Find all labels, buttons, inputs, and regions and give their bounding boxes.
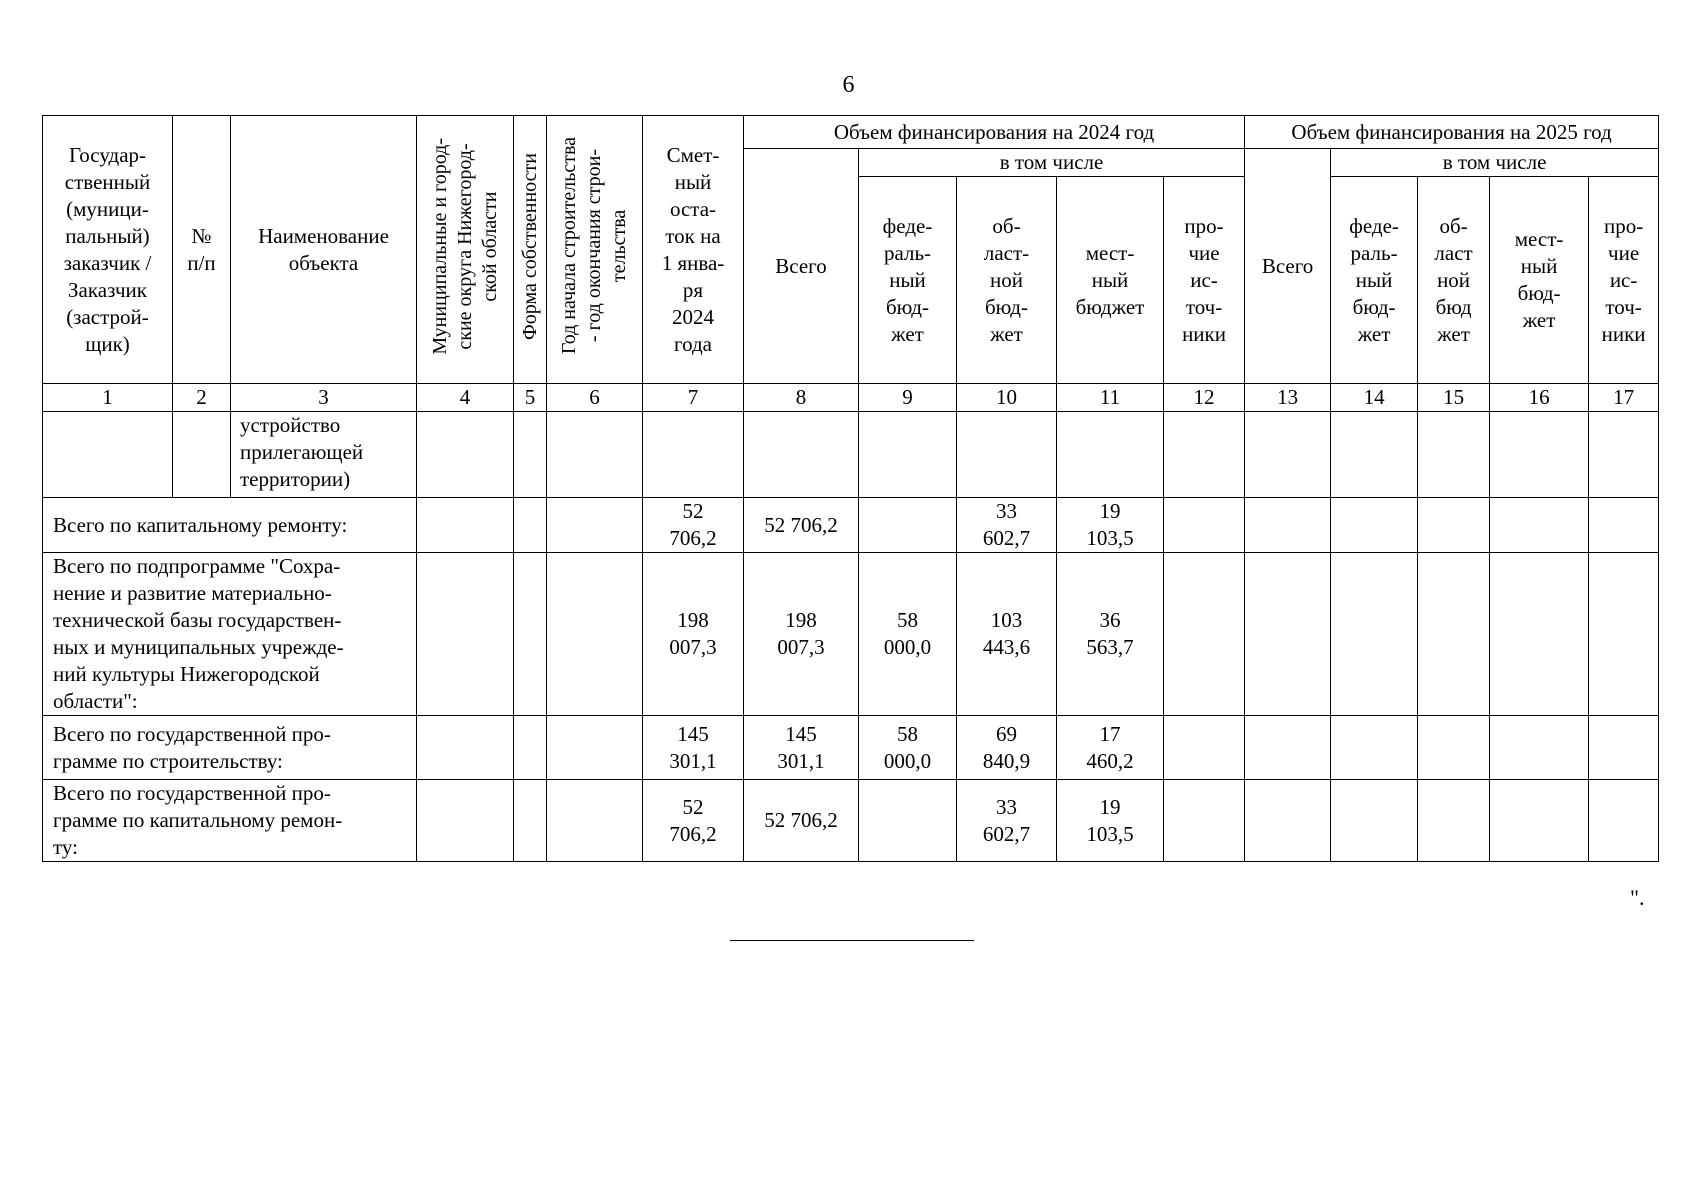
column-number: 9 [859,384,957,412]
federal-2024-value [859,553,957,716]
text-line: прилегающей [240,440,364,464]
text-line: мест- [1085,240,1135,265]
column-number: 3 [231,384,417,412]
empty-cell [514,780,547,862]
estimate-value [643,780,744,862]
summary-label [43,716,417,780]
empty-cell [547,716,643,780]
continuation-row [43,412,1659,498]
federal-2024-value [859,780,957,862]
estimate-value-line: 198 [677,608,709,632]
text-line: ной [990,267,1023,292]
text-line: ской области [478,190,501,302]
summary-label-line: ных и муниципальных учрежде- [53,635,344,659]
column-number: 13 [1245,384,1331,412]
empty-cell [417,716,514,780]
regional-2024-value [957,553,1057,716]
header-object-name [231,116,417,384]
cell [417,412,514,498]
header-local-2024 [1057,177,1164,384]
empty-cell [1418,716,1490,780]
text-line: Год начала строительства [558,137,580,355]
text-line: пальный) [65,223,150,248]
header-federal-2025-text [1334,213,1414,348]
cell [744,412,859,498]
text-line: тельства [608,209,630,283]
cell [547,412,643,498]
federal-2024-value [859,716,957,780]
empty-cell [1164,553,1245,716]
text-line: ный [1091,267,1129,292]
regional-2024-value-line: 602,7 [982,821,1031,846]
cell [514,412,547,498]
header-estimate-text [646,142,740,358]
empty-cell [1164,780,1245,862]
empty-cell [1245,780,1331,862]
total-2024-value [744,780,859,862]
text-line: объекта [288,250,359,275]
empty-cell [417,780,514,862]
empty-cell [1331,716,1418,780]
regional-2024-value [957,716,1057,780]
local-2024-value-line: 19 [1099,499,1121,523]
summary-label-line: нение и развитие материально- [53,581,332,605]
cell [43,412,173,498]
empty-cell [1589,716,1659,780]
empty-cell [1589,780,1659,862]
header-local-2025 [1490,177,1589,384]
text-line: ники [1182,321,1226,346]
header-municipal [417,116,514,384]
column-number: 15 [1418,384,1490,412]
cell [1589,412,1659,498]
estimate-value-line: 52 [682,499,704,523]
text-line: об- [992,213,1021,238]
text-line: ники [1601,321,1646,346]
cell [1245,412,1331,498]
regional-2024-value-line: 69 [996,721,1017,746]
empty-cell [1490,716,1589,780]
regional-2024-value [957,780,1057,862]
empty-cell [1331,553,1418,716]
summary-row [43,716,1659,780]
text-line: жет [1522,308,1556,332]
cell [643,412,744,498]
text-line: ис- [1609,267,1638,292]
header-federal-2025 [1331,177,1418,384]
summary-label-line: грамме по строительству: [53,748,283,773]
local-2024-value-line: 563,7 [1086,635,1134,659]
text-line: оста- [669,196,717,221]
header-customer-text [46,142,169,358]
footer-rule [730,940,974,941]
empty-cell [417,553,514,716]
page-number: 6 [842,72,855,98]
federal-2024-value-line: 000,0 [883,748,932,773]
empty-cell [1418,553,1490,716]
empty-cell [514,553,547,716]
header-funding-2025: Объем финансирования на 2025 год [1245,116,1659,149]
header-total-2024: Всего [744,149,859,384]
empty-cell [1589,553,1659,716]
text-line: заказчик / [63,250,152,275]
estimate-value-line: 706,2 [669,526,717,550]
text-line: щик) [85,331,130,356]
summary-label-line: Всего по подпрограмме "Сохра- [53,554,341,578]
text-line: точ- [1185,294,1223,319]
text-line: Смет- [666,142,720,167]
header-other-2025-text [1592,213,1655,348]
cell [1057,412,1164,498]
text-line: бюд [1435,294,1472,319]
local-2024-value-line: 103,5 [1086,526,1134,550]
header-estimate [643,116,744,384]
header-other-2024-text [1167,213,1241,348]
empty-cell [514,716,547,780]
text-line: бюджет [1075,294,1145,319]
column-number: 10 [957,384,1057,412]
header-other-2024 [1164,177,1245,384]
header-number-text [176,223,227,277]
header-object-name-text [234,223,413,277]
estimate-value-line: 52 [682,794,704,819]
text-line: бюд- [886,294,929,319]
text-line: № [191,223,212,248]
total-2024-value-line: 301,1 [777,748,825,773]
text-line: (застрой- [66,304,149,329]
header-total-2025: Всего [1245,149,1331,384]
empty-cell [1418,498,1490,553]
text-line: ласт [1434,240,1473,265]
header-other-2025 [1589,177,1659,384]
text-line: чие [1608,240,1640,265]
text-line: раль- [1350,240,1398,265]
header-regional-2024-text [960,213,1053,348]
text-line: Заказчик [68,277,147,302]
empty-cell [547,780,643,862]
empty-cell [1164,716,1245,780]
estimate-value-line: 706,2 [669,821,717,846]
header-regional-2025 [1418,177,1490,384]
federal-2024-value [859,498,957,553]
column-number: 5 [514,384,547,412]
local-2024-value-line: 17 [1099,721,1121,746]
column-numbers-row [43,384,1659,412]
column-number: 11 [1057,384,1164,412]
text-line: п/п [187,250,216,275]
text-line: жет [891,321,924,346]
header-regional-2024 [957,177,1057,384]
text-line: ственный [64,169,151,194]
header-local-2025-text [1493,226,1585,334]
header-including-2024: в том числе [859,149,1245,177]
text-line: 1 янва- [661,250,725,275]
total-2024-value-line: 145 [785,721,817,746]
cell [173,412,231,498]
regional-2024-value-line: 33 [996,499,1017,523]
text-line: Наименование [258,223,389,248]
header-federal-2024-text [862,213,953,348]
continuation-lines [240,412,413,493]
summary-label-line: грамме по капитальному ремон- [53,808,343,832]
text-line: жет [990,321,1023,346]
header-ownership [514,116,547,384]
empty-cell [1331,780,1418,862]
local-2024-value-line: 36 [1099,608,1121,632]
text-line: ис- [1190,267,1218,292]
text-line: об- [1439,213,1468,238]
estimate-value-line: 007,3 [669,635,717,659]
column-number: 14 [1331,384,1418,412]
empty-cell [1245,553,1331,716]
text-line: ной [1437,267,1471,292]
header-customer [43,116,173,384]
text-line: территории) [240,467,351,491]
empty-cell [1164,498,1245,553]
column-number: 1 [43,384,173,412]
column-number: 16 [1490,384,1589,412]
empty-cell [514,498,547,553]
header-number [173,116,231,384]
regional-2024-value-line: 443,6 [982,635,1031,659]
empty-cell [1245,716,1331,780]
empty-cell [1490,498,1589,553]
empty-cell [1331,498,1418,553]
header-local-2024-text [1060,240,1160,321]
text-line: Государ- [68,142,147,167]
empty-cell [547,498,643,553]
total-2024-value [744,716,859,780]
text-line: ный [674,169,712,194]
text-line: феде- [1349,213,1399,238]
regional-2024-value-line: 33 [996,794,1017,819]
summary-row [43,553,1659,716]
header-funding-2024: Объем финансирования на 2024 год [744,116,1245,149]
text-line: про- [1184,213,1224,238]
cell [859,412,957,498]
empty-cell [417,498,514,553]
financing-table [42,115,1659,862]
cell [957,412,1057,498]
federal-2024-value-line: 58 [897,608,918,632]
summary-row [43,780,1659,862]
summary-label-line: Всего по государственной про- [53,781,331,805]
text-line: раль- [883,240,932,265]
regional-2024-value [957,498,1057,553]
header-years-text [557,137,632,354]
regional-2024-value-line: 103 [990,608,1023,632]
header-municipal-text [428,138,503,355]
empty-cell [1589,498,1659,553]
regional-2024-value-line: 840,9 [982,748,1031,773]
local-2024-value-line: 460,2 [1086,748,1134,773]
text-line: бюд- [1517,281,1561,305]
header-ownership-text: Форма собственности [518,152,541,340]
text-line: точ- [1605,294,1642,319]
text-line: феде- [882,213,933,238]
summary-label-line: Всего по капитальному ремонту: [53,512,348,537]
text-line: Муниципальные и город- [428,137,451,355]
total-2024-value-line: 198 [785,608,817,632]
empty-cell [547,553,643,716]
text-line: (муници- [66,196,149,221]
cell [1418,412,1490,498]
text-line: ток на [665,223,721,248]
estimate-value-line: 145 [677,721,709,746]
summary-label-line: ний культуры Нижегородской [53,662,320,686]
cell [1331,412,1418,498]
column-number: 7 [643,384,744,412]
summary-label [43,553,417,716]
local-2024-value-line: 19 [1099,794,1121,819]
total-2024-value-line: 007,3 [777,635,825,659]
text-line: мест- [1514,227,1564,251]
estimate-value [643,553,744,716]
summary-label-line: Всего по государственной про- [53,721,331,746]
local-2024-value [1057,780,1164,862]
text-line: бюд- [985,294,1028,319]
summary-label [43,780,417,862]
total-2024-value [744,553,859,716]
summary-label-line: технической базы государствен- [53,608,342,632]
empty-cell [1418,780,1490,862]
total-2024-value [744,498,859,553]
total-2024-value-line: 52 706,2 [764,808,838,832]
column-number: 6 [547,384,643,412]
header-regional-2025-text [1421,213,1486,348]
estimate-value [643,716,744,780]
text-line: года [674,331,712,356]
empty-cell [1490,553,1589,716]
cell [1164,412,1245,498]
summary-label [43,498,417,553]
summary-label-line: ту: [53,835,78,859]
text-line: чие [1188,240,1220,265]
estimate-value [643,498,744,553]
local-2024-value [1057,716,1164,780]
estimate-value-line: 301,1 [669,748,717,773]
text-line: ный [1520,254,1558,278]
text-line: устройство [240,413,341,437]
text-line: ские округа Нижегород- [453,142,476,350]
header-including-2025: в том числе [1331,149,1659,177]
local-2024-value [1057,498,1164,553]
federal-2024-value-line: 000,0 [883,635,932,659]
text-line: бюд- [1352,294,1396,319]
text-line: ря [682,277,704,302]
summary-label-line: области": [53,689,138,713]
column-number: 2 [173,384,231,412]
column-number: 4 [417,384,514,412]
empty-cell [1490,780,1589,862]
text-line: ласт- [983,240,1030,265]
text-line: - год окончания строи- [583,149,605,343]
text-line: жет [1357,321,1391,346]
local-2024-value-line: 103,5 [1086,821,1134,846]
local-2024-value [1057,553,1164,716]
federal-2024-value-line: 58 [897,721,918,746]
column-number: 8 [744,384,859,412]
regional-2024-value-line: 602,7 [982,526,1031,550]
empty-cell [1245,498,1331,553]
header-years [547,116,643,384]
continuation-text [231,412,417,498]
header-federal-2024 [859,177,957,384]
text-line: 2024 [672,304,714,329]
text-line: ный [889,267,926,292]
column-number: 17 [1589,384,1659,412]
text-line: ный [1355,267,1393,292]
text-line: жет [1437,321,1470,346]
text-line: про- [1603,213,1644,238]
summary-row [43,498,1659,553]
total-2024-value-line: 52 706,2 [764,512,838,537]
closing-quote-mark: ". [1630,885,1645,910]
column-number: 12 [1164,384,1245,412]
cell [1490,412,1589,498]
